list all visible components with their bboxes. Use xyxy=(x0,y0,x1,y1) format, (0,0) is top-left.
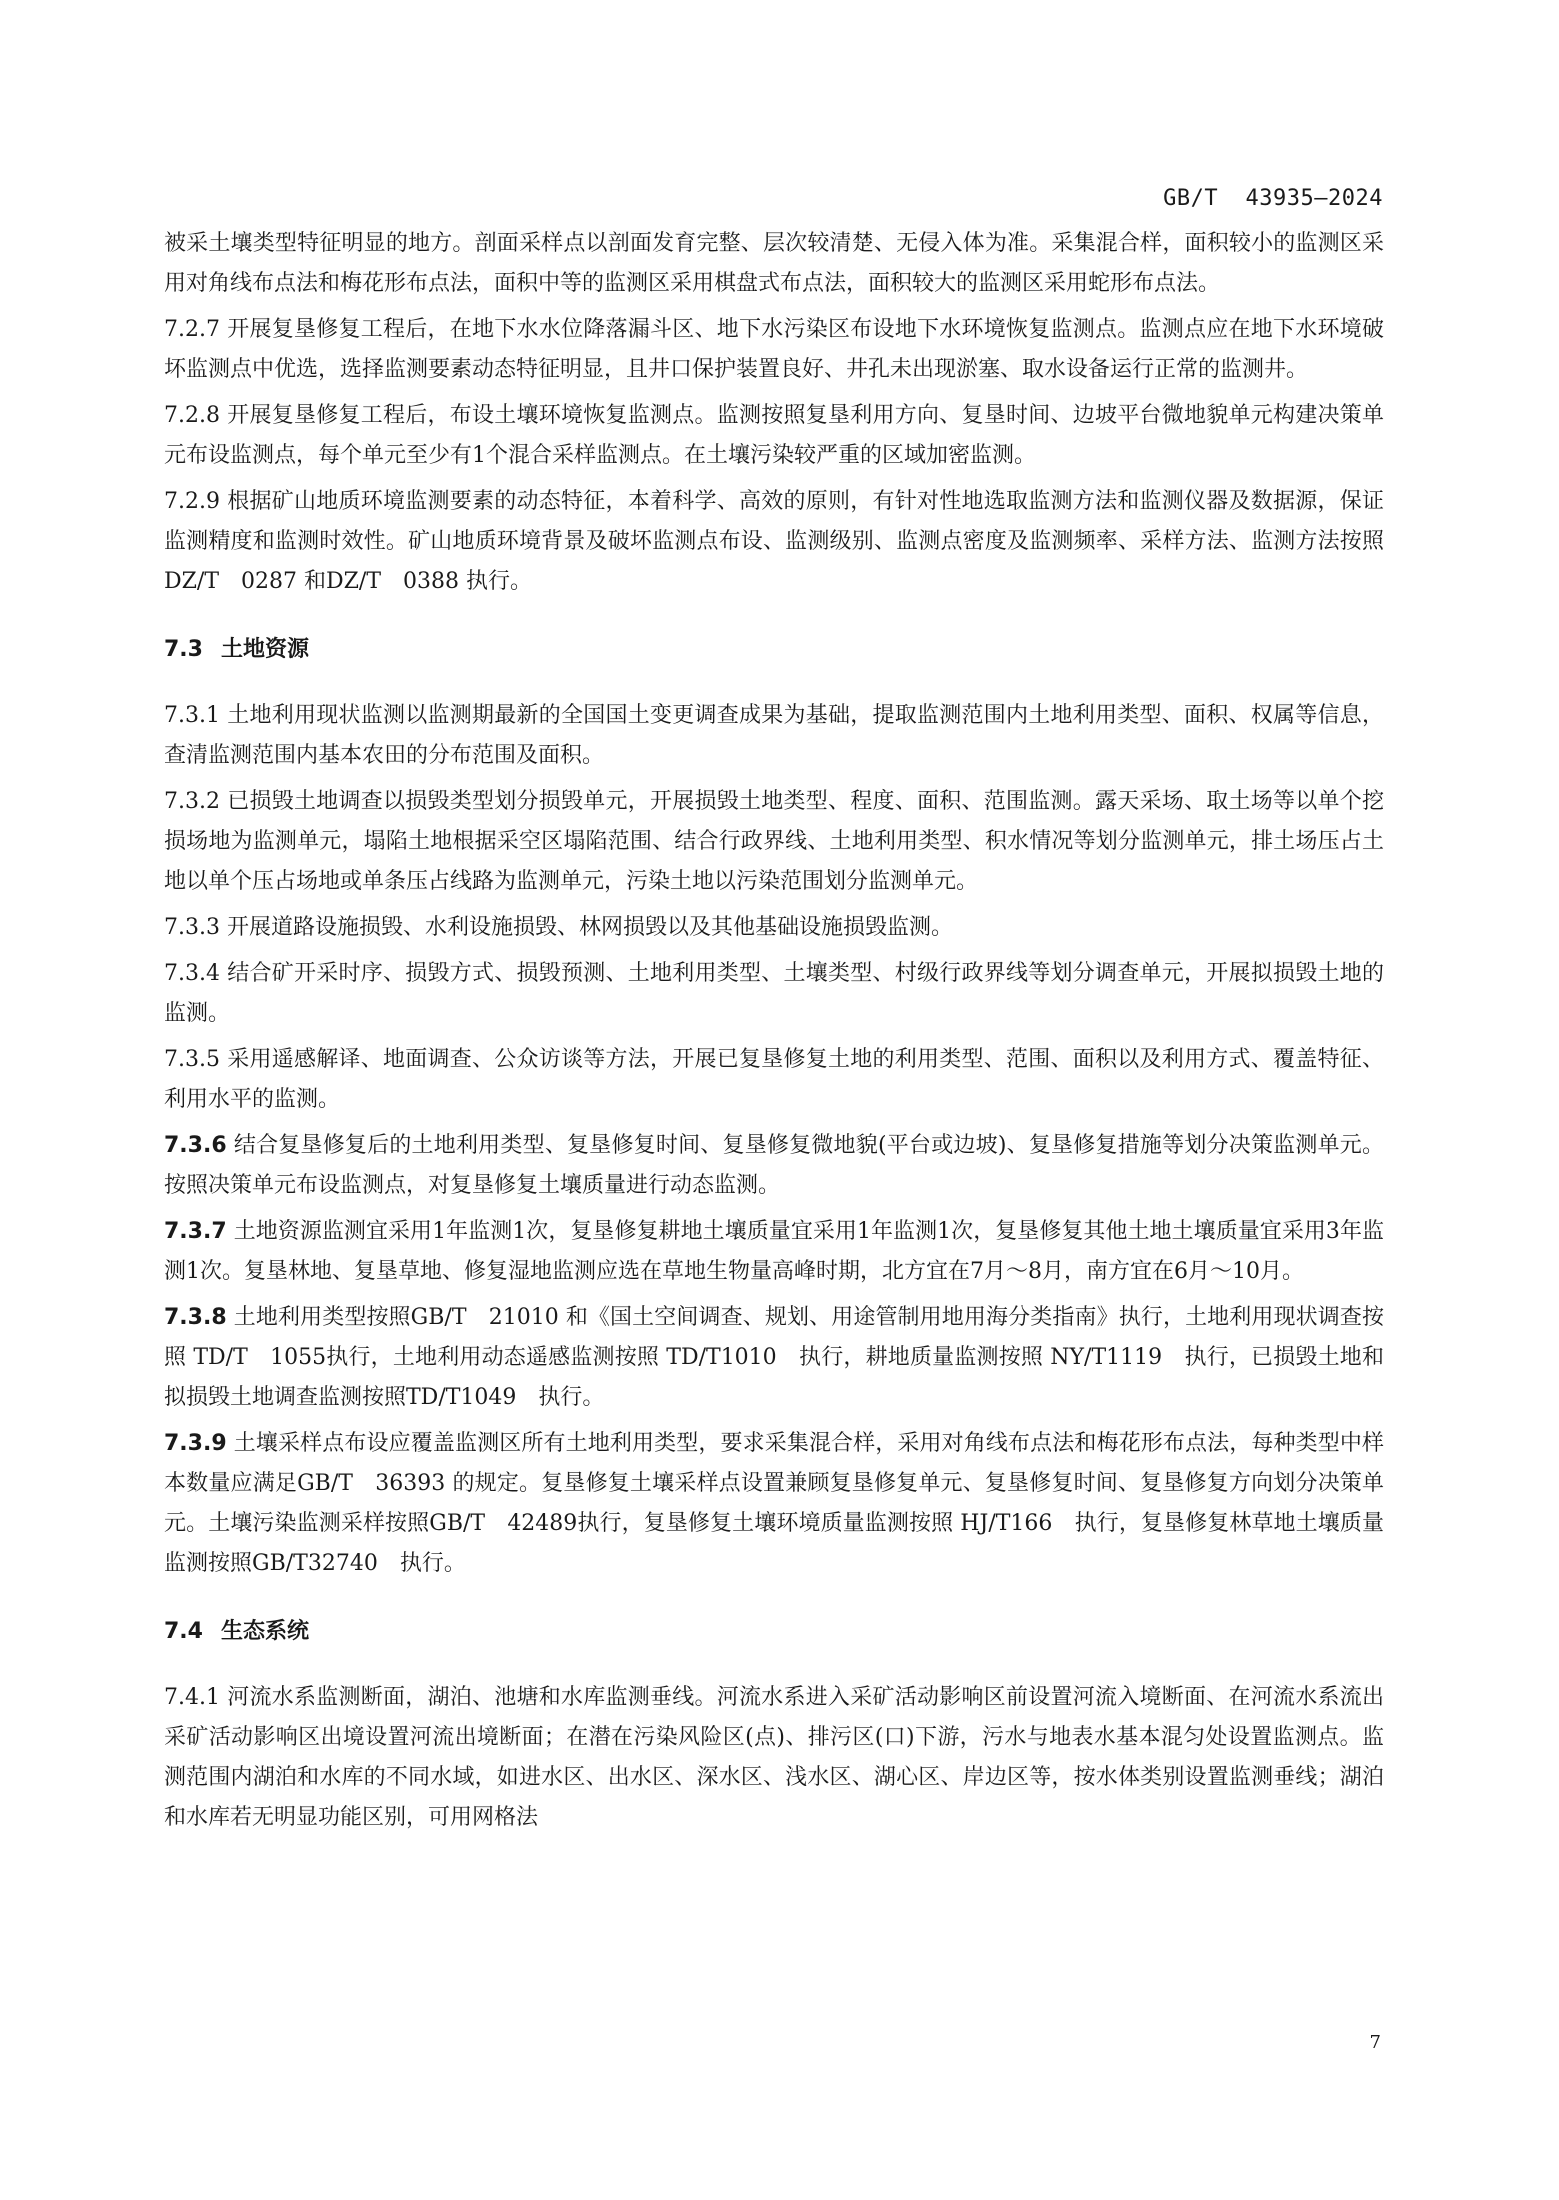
clause-number: 7.2.8 xyxy=(164,403,220,428)
clause-paragraph xyxy=(164,1298,1384,1418)
clause-text: 根据矿山地质环境监测要素的动态特征，本着科学、高效的原则，有针对性地选取监测方法和监测仪器及数据源，保证监测精度和监测时效性。矿山地质环境背景及破坏监测点布设、监测级别、监测点密度及监测频率、采样方法、监测方法按照DZ/T 0287 和DZ/T 0388 执行。 xyxy=(164,489,1384,594)
clause-text: 结合矿开采时序、损毁方式、损毁预测、土地利用类型、土壤类型、村级行政界线等划分调查单元，开展拟损毁土地的监测。 xyxy=(164,961,1384,1026)
standard-number: GB/T 43935—2024 xyxy=(1163,186,1383,211)
clause-number: 7.3.4 xyxy=(164,961,220,986)
clause-text: 河流水系监测断面，湖泊、池塘和水库监测垂线。河流水系进入采矿活动影响区前设置河流入境断面、在河流水系流出采矿活动影响区出境设置河流出境断面；在潜在污染风险区(点)、排污区(口)下游，污水与地表水基本混匀处设置监测点。监测范围内湖泊和水库的不同水域，如进水区、出水区、深水区、浅水区、湖心区、岸边区等，按水体类别设置监测垂线；湖泊和水库若无明显功能区别，可用网格法 xyxy=(164,1685,1384,1830)
clause-paragraph xyxy=(164,908,1384,948)
clause-text: 开展复垦修复工程后，布设土壤环境恢复监测点。监测按照复垦利用方向、复垦时间、边坡平台微地貌单元构建决策单元布设监测点，每个单元至少有1个混合采样监测点。在土壤污染较严重的区域加密监测。 xyxy=(164,403,1384,468)
clause-paragraph xyxy=(164,696,1384,776)
clause-text: 土地利用现状监测以监测期最新的全国国土变更调查成果为基础，提取监测范围内土地利用类型、面积、权属等信息，查清监测范围内基本农田的分布范围及面积。 xyxy=(164,703,1384,768)
clause-text: 土地利用类型按照GB/T 21010 和《国土空间调查、规划、用途管制用地用海分类指南》执行，土地利用现状调查按照 TD/T 1055执行，土地利用动态遥感监测按照 TD/T1010 执行，耕地质量监测按照 NY/T1119 执行，已损毁土地和拟损毁土地调查监测按照TD/T1049 执行。 xyxy=(164,1305,1384,1410)
clause-text: 已损毁土地调查以损毁类型划分损毁单元，开展损毁土地类型、程度、面积、范围监测。露天采场、取土场等以单个挖损场地为监测单元，塌陷土地根据采空区塌陷范围、结合行政界线、土地利用类型、积水情况等划分监测单元，排土场压占土地以单个压占场地或单条压占线路为监测单元，污染土地以污染范围划分监测单元。 xyxy=(164,789,1384,894)
clause-paragraph xyxy=(164,1424,1384,1584)
clause-text: 被采土壤类型特征明显的地方。剖面采样点以剖面发育完整、层次较清楚、无侵入体为准。采集混合样，面积较小的监测区采用对角线布点法和梅花形布点法，面积中等的监测区采用棋盘式布点法，面积较大的监测区采用蛇形布点法。 xyxy=(164,231,1384,296)
clause-number: 7.3.5 xyxy=(164,1047,220,1072)
clause-number: 7.3.9 xyxy=(164,1431,227,1456)
clause-number: 7.3.1 xyxy=(164,703,220,728)
clause-number: 7.2.9 xyxy=(164,489,220,514)
clause-text: 土地资源监测宜采用1年监测1次，复垦修复耕地土壤质量宜采用1年监测1次，复垦修复其他土地土壤质量宜采用3年监测1次。复垦林地、复垦草地、修复湿地监测应选在草地生物量高峰时期，北方宜在7月～8月，南方宜在6月～10月。 xyxy=(164,1219,1384,1284)
clause-number: 7.2.7 xyxy=(164,317,220,342)
section-heading xyxy=(164,630,1384,670)
clause-paragraph xyxy=(164,782,1384,902)
clause-paragraph xyxy=(164,954,1384,1034)
section-heading xyxy=(164,1612,1384,1652)
clause-number: 7.3.8 xyxy=(164,1305,227,1330)
section-number: 7.3 xyxy=(164,637,203,662)
clause-paragraph xyxy=(164,1212,1384,1292)
clause-paragraph xyxy=(164,224,1384,304)
section-number: 7.4 xyxy=(164,1619,203,1644)
clause-number: 7.3.2 xyxy=(164,789,220,814)
page-number: 7 xyxy=(1369,2032,1381,2053)
clause-number: 7.3.3 xyxy=(164,915,220,940)
clause-paragraph xyxy=(164,1126,1384,1206)
clause-text: 采用遥感解译、地面调查、公众访谈等方法，开展已复垦修复土地的利用类型、范围、面积以及利用方式、覆盖特征、利用水平的监测。 xyxy=(164,1047,1384,1112)
section-title: 生态系统 xyxy=(220,1619,309,1644)
clause-paragraph xyxy=(164,396,1384,476)
clause-paragraph xyxy=(164,1678,1384,1838)
clause-text: 土壤采样点布设应覆盖监测区所有土地利用类型，要求采集混合样，采用对角线布点法和梅花形布点法，每种类型中样本数量应满足GB/T 36393 的规定。复垦修复土壤采样点设置兼顾复垦修复单元、复垦修复时间、复垦修复方向划分决策单元。土壤污染监测采样按照GB/T 42489执行，复垦修复土壤环境质量监测按照 HJ/T166 执行，复垦修复林草地土壤质量监测按照GB/T32740 执行。 xyxy=(164,1431,1384,1576)
clause-text: 结合复垦修复后的土地利用类型、复垦修复时间、复垦修复微地貌(平台或边坡)、复垦修复措施等划分决策监测单元。按照决策单元布设监测点，对复垦修复土壤质量进行动态监测。 xyxy=(164,1133,1385,1198)
clause-number: 7.3.7 xyxy=(164,1219,227,1244)
clause-paragraph xyxy=(164,482,1384,602)
clause-number: 7.4.1 xyxy=(164,1685,220,1710)
clause-number: 7.3.6 xyxy=(164,1133,227,1158)
clause-paragraph xyxy=(164,1040,1384,1120)
clause-text: 开展复垦修复工程后，在地下水水位降落漏斗区、地下水污染区布设地下水环境恢复监测点。监测点应在地下水环境破坏监测点中优选，选择监测要素动态特征明显，且井口保护装置良好、井孔未出现淤塞、取水设备运行正常的监测井。 xyxy=(164,317,1384,382)
clause-paragraph xyxy=(164,310,1384,390)
clause-text: 开展道路设施损毁、水利设施损毁、林网损毁以及其他基础设施损毁监测。 xyxy=(226,915,953,940)
document-body xyxy=(164,224,1384,1844)
section-title: 土地资源 xyxy=(220,637,309,662)
